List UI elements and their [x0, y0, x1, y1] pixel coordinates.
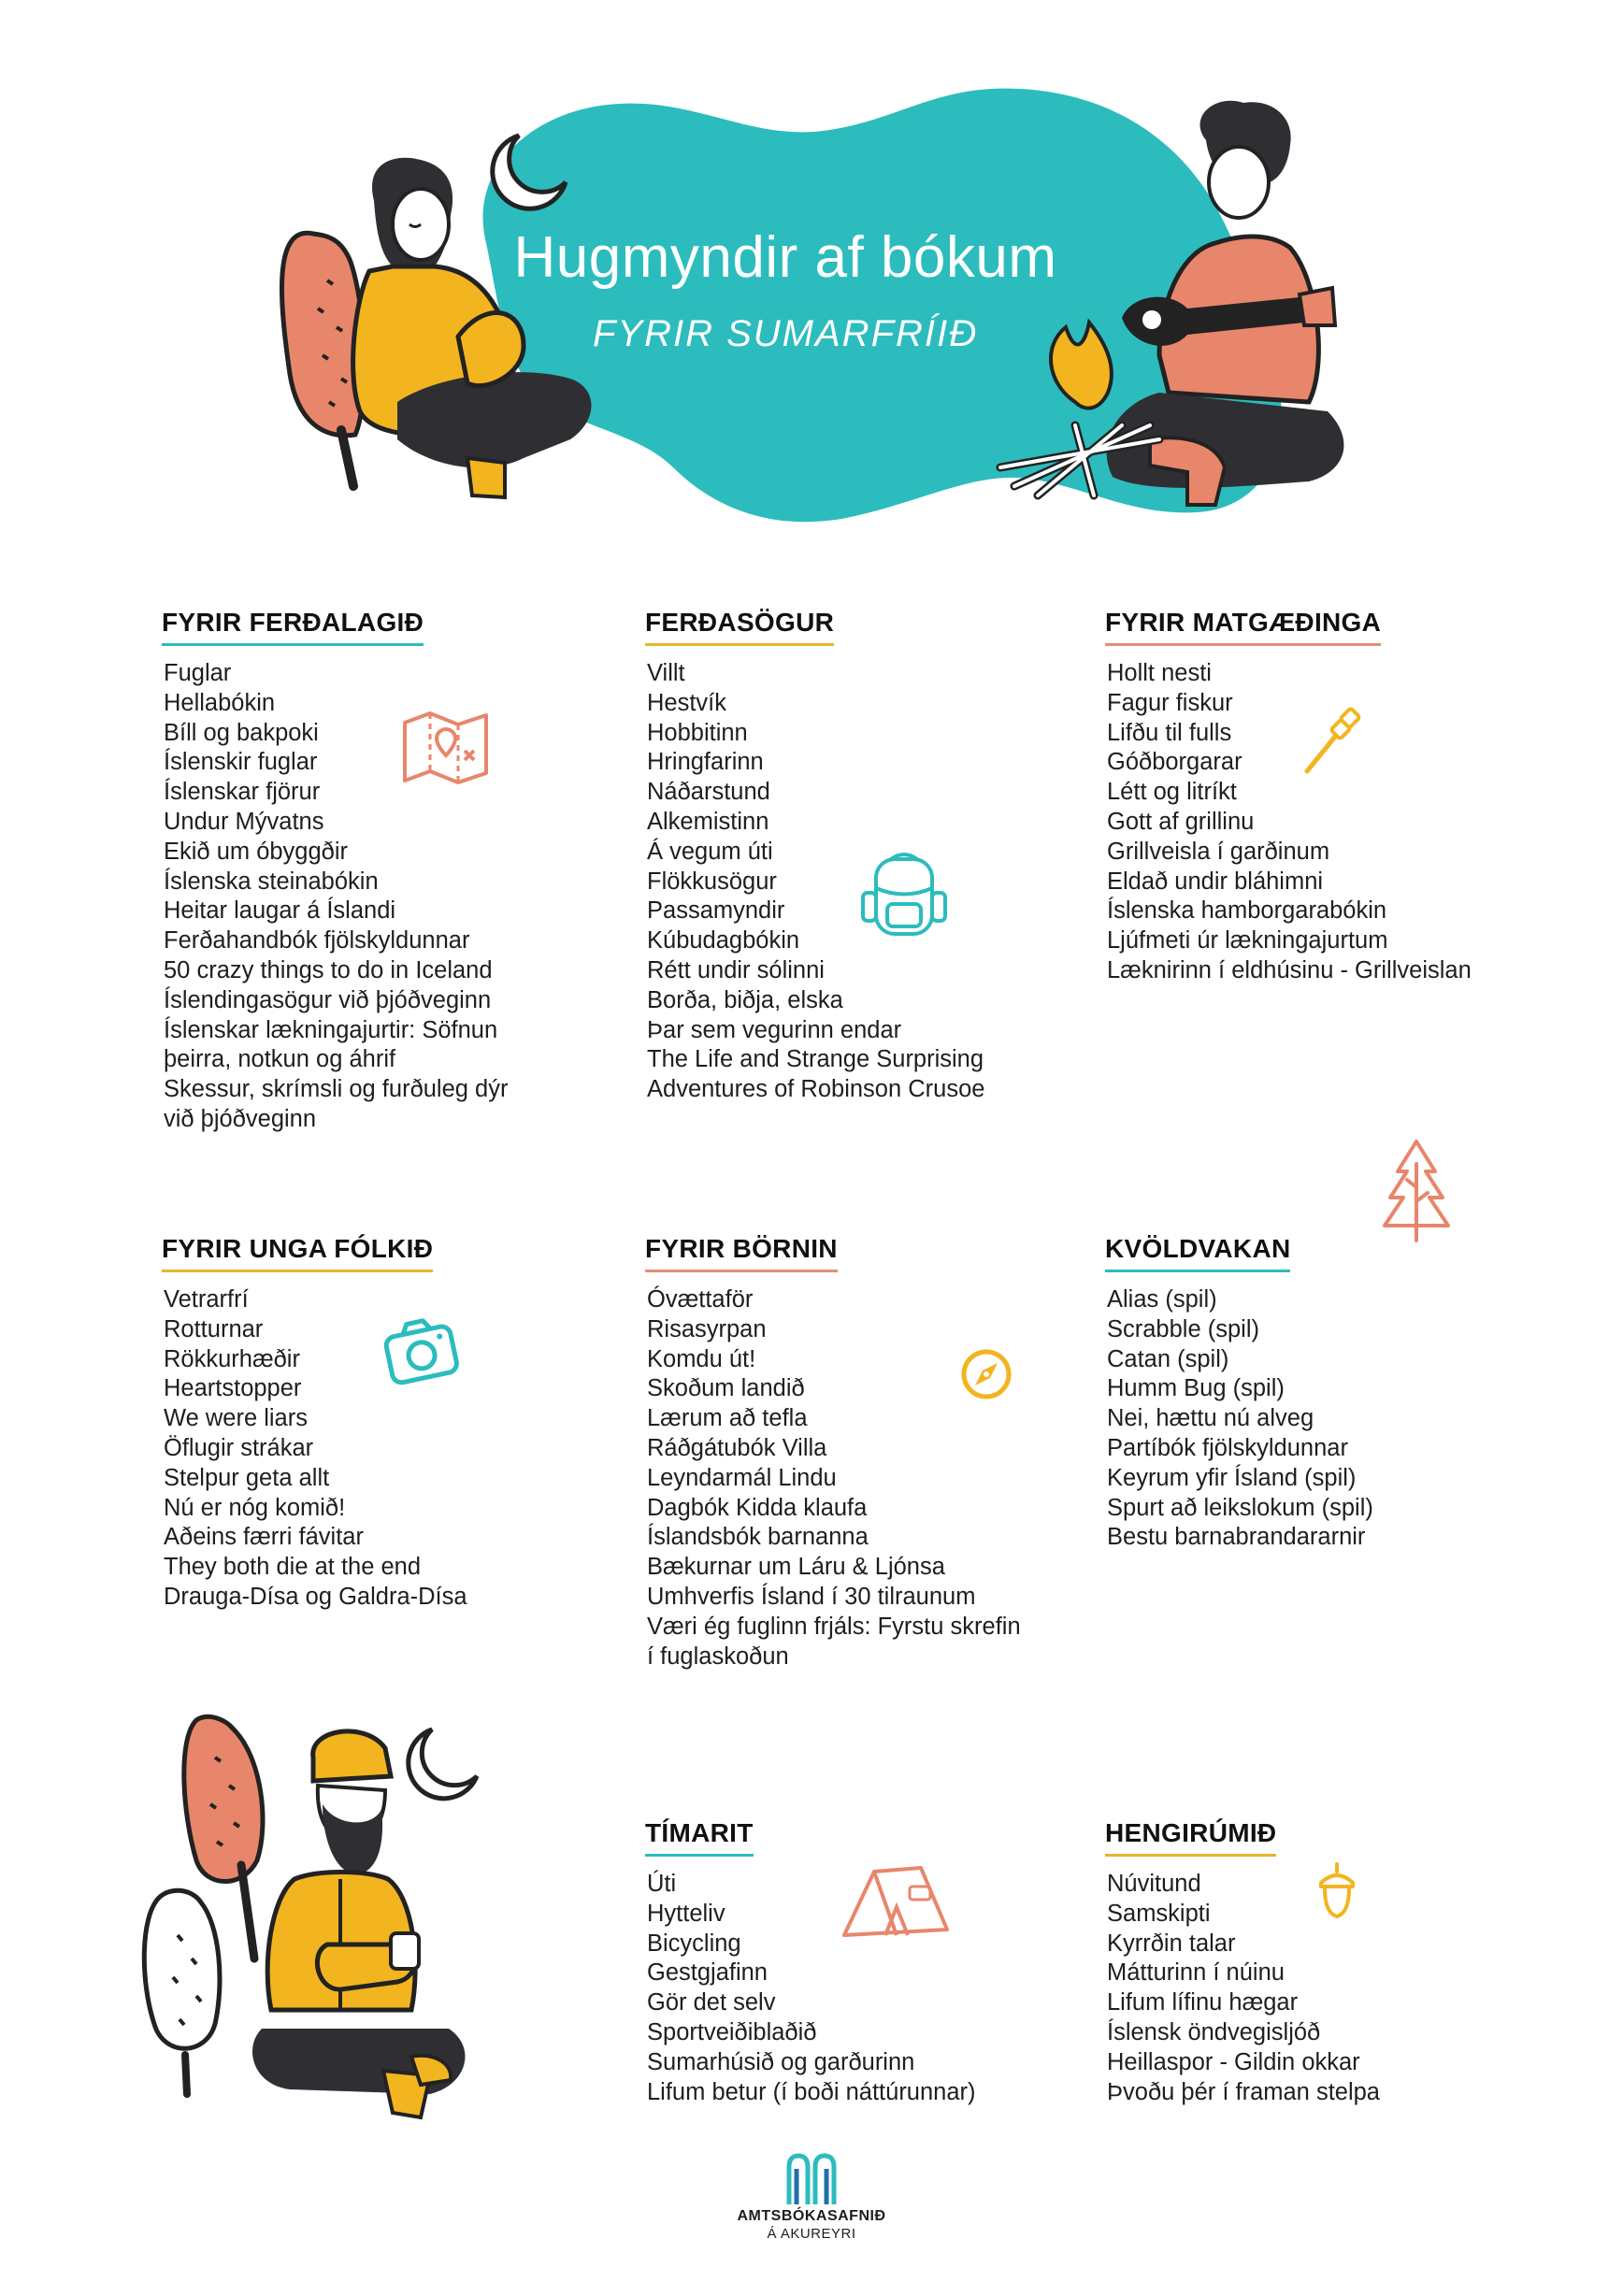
list-item: Óvættaför — [647, 1286, 754, 1313]
list-item: Lifðu til fulls — [1107, 719, 1232, 746]
list-item: Bestu barnabrandararnir — [1107, 1524, 1366, 1551]
list-item: 50 crazy things to do in Iceland — [164, 956, 493, 983]
list-item: Rökkurhæðir — [164, 1345, 300, 1372]
list-item: Scrabble (spil) — [1107, 1315, 1259, 1342]
list-item: Íslandsbók barnanna — [647, 1524, 869, 1551]
camera-icon — [379, 1309, 463, 1393]
list-item: Heitar laugar á Íslandi — [164, 897, 396, 925]
list-item: Bækurnar um Láru & Ljónsa — [647, 1554, 945, 1581]
list-item: Flökkusögur — [647, 868, 777, 895]
list-item: The Life and Strange Surprising — [647, 1046, 984, 1073]
list-item: Sumarhúsið og garðurinn — [647, 2048, 915, 2075]
book-list — [1107, 1285, 1373, 1553]
list-item: Íslensk öndvegisljóð — [1107, 2018, 1321, 2045]
compass-icon — [958, 1346, 1014, 1402]
section-heading: HENGIRÚMIÐ — [1105, 1818, 1276, 1857]
list-item: Íslendingasögur við þjóðveginn — [164, 986, 492, 1013]
list-item: Fagur fiskur — [1107, 689, 1233, 716]
list-item: Gör det selv — [647, 1989, 776, 2016]
list-item: Nei, hættu nú alveg — [1107, 1405, 1314, 1432]
section-fyrir-matgaedinga — [1105, 608, 1472, 986]
list-item: Adventures of Robinson Crusoe — [647, 1076, 985, 1103]
list-item: Létt og litríkt — [1107, 779, 1237, 806]
list-item: Hollt nesti — [1107, 660, 1212, 686]
list-item: Íslenska steinabókin — [164, 868, 379, 895]
section-fyrir-bornin — [645, 1234, 1021, 1672]
list-item: Þar sem vegurinn endar — [647, 1016, 902, 1043]
list-item: Hytteliv — [647, 1900, 725, 1927]
library-location: Á AKUREYRI — [767, 2226, 856, 2242]
page-title: Hugmyndir af bókum — [513, 225, 1057, 290]
list-item: Keyrum yfir Ísland (spil) — [1107, 1464, 1357, 1491]
marshmallow-stick-icon — [1300, 706, 1365, 776]
section-heading: FYRIR MATGÆÐINGA — [1105, 608, 1381, 646]
list-item: Umhverfis Ísland í 30 tilraunum — [647, 1583, 976, 1610]
list-item: Catan (spil) — [1107, 1345, 1229, 1372]
library-logo-icon — [783, 2152, 840, 2206]
tent-icon — [837, 1860, 954, 1944]
section-heading: TÍMARIT — [645, 1818, 754, 1857]
list-item: Heillaspor - Gildin okkar — [1107, 2048, 1360, 2075]
list-item: í fuglaskoðun — [647, 1643, 789, 1670]
bearded-man-illustration — [140, 1701, 533, 2141]
list-item: Stelpur geta allt — [164, 1464, 330, 1491]
list-item: Skessur, skrímsli og furðuleg dýr — [164, 1076, 509, 1103]
list-item: Partíbók fjölskyldunnar — [1107, 1434, 1348, 1461]
section-heading: FYRIR BÖRNIN — [645, 1234, 838, 1272]
list-item: Mátturinn í núinu — [1107, 1959, 1285, 1987]
list-item: Þvoðu þér í framan stelpa — [1107, 2078, 1380, 2105]
list-item: Nú er nóg komið! — [164, 1494, 346, 1521]
list-item: Hobbitinn — [647, 719, 748, 746]
list-item: Dagbók Kidda klaufa — [647, 1494, 868, 1521]
list-item: Núvitund — [1107, 1871, 1201, 1897]
list-item: við þjóðveginn — [164, 1105, 317, 1132]
list-item: Aðeins færri fávitar — [164, 1524, 364, 1551]
moon-icon — [409, 1729, 477, 1799]
list-item: Íslenskar fjörur — [164, 779, 321, 806]
section-fyrir-ferdalagid — [162, 608, 508, 1135]
pine-tree-icon — [1379, 1136, 1454, 1243]
library-name: AMTSBÓKASAFNIÐ — [737, 2208, 886, 2224]
list-item: They both die at the end — [164, 1554, 422, 1581]
list-item: Skoðum landið — [647, 1375, 805, 1402]
list-item: Íslenskar lækningajurtir: Söfnun — [164, 1016, 498, 1043]
section-heading: FYRIR UNGA FÓLKIÐ — [162, 1234, 433, 1272]
list-item: Leyndarmál Lindu — [647, 1464, 837, 1491]
list-item: Ferðahandbók fjölskyldunnar — [164, 927, 470, 954]
acorn-icon — [1314, 1860, 1360, 1921]
list-item: Komdu út! — [647, 1345, 756, 1372]
list-item: Ekið um óbyggðir — [164, 838, 349, 865]
list-item: Risasyrpan — [647, 1315, 767, 1342]
list-item: Læknirinn í eldhúsinu - Grillveislan — [1107, 956, 1472, 983]
list-item: Spurt að leikslokum (spil) — [1107, 1494, 1373, 1521]
list-item: Íslenskir fuglar — [164, 749, 318, 776]
list-item: Lærum að tefla — [647, 1405, 808, 1432]
section-kvoldvakan — [1105, 1234, 1373, 1553]
list-item: Bíll og bakpoki — [164, 719, 319, 746]
list-item: Passamyndir — [647, 897, 785, 925]
list-item: þeirra, notkun og áhrif — [164, 1046, 396, 1073]
list-item: Villt — [647, 660, 685, 686]
map-icon — [397, 706, 496, 790]
list-item: Íslenska hamborgarabókin — [1107, 897, 1387, 925]
page-subtitle: FYRIR SUMARFRÍIÐ — [593, 313, 978, 354]
list-item: Væri ég fuglinn frjáls: Fyrstu skrefin — [647, 1613, 1021, 1640]
list-item: Heartstopper — [164, 1375, 302, 1402]
backpack-icon — [855, 846, 954, 944]
list-item: Undur Mývatns — [164, 808, 324, 835]
list-item: Ráðgátubók Villa — [647, 1434, 827, 1461]
section-heading: KVÖLDVAKAN — [1105, 1234, 1290, 1272]
list-item: Lifum betur (í boði náttúrunnar) — [647, 2078, 976, 2105]
list-item: Alkemistinn — [647, 808, 769, 835]
list-item: Á vegum úti — [647, 838, 773, 865]
book-list — [1107, 659, 1472, 986]
list-item: Humm Bug (spil) — [1107, 1375, 1285, 1402]
list-item: Grillveisla í garðinum — [1107, 838, 1330, 865]
list-item: Sportveiðiblaðið — [647, 2018, 817, 2045]
list-item: Lifum lífinu hægar — [1107, 1989, 1299, 2016]
list-item: Gott af grillinu — [1107, 808, 1255, 835]
list-item: Úti — [647, 1871, 677, 1897]
section-fyrir-unga-folkid — [162, 1234, 467, 1613]
section-heading: FERÐASÖGUR — [645, 608, 834, 646]
list-item: Bicycling — [647, 1930, 741, 1957]
list-item: Hestvík — [647, 689, 727, 716]
list-item: Hringfarinn — [647, 749, 764, 776]
list-item: Rétt undir sólinni — [647, 956, 825, 983]
list-item: Kyrrðin talar — [1107, 1930, 1236, 1957]
list-item: Borða, biðja, elska — [647, 986, 843, 1013]
list-item: Hellabókin — [164, 689, 276, 716]
list-item: Fuglar — [164, 660, 232, 686]
list-item: Drauga-Dísa og Galdra-Dísa — [164, 1583, 467, 1610]
list-item: Kúbudagbókin — [647, 927, 800, 954]
list-item: Samskipti — [1107, 1900, 1211, 1927]
section-heading: FYRIR FERÐALAGIÐ — [162, 608, 424, 646]
list-item: Rotturnar — [164, 1315, 264, 1342]
list-item: Alias (spil) — [1107, 1286, 1217, 1313]
list-item: Gestgjafinn — [647, 1959, 768, 1987]
list-item: Ljúfmeti úr lækningajurtum — [1107, 927, 1388, 954]
list-item: Náðarstund — [647, 779, 770, 806]
list-item: Eldað undir bláhimni — [1107, 868, 1324, 895]
list-item: We were liars — [164, 1405, 308, 1432]
list-item: Góðborgarar — [1107, 749, 1242, 776]
list-item: Öflugir strákar — [164, 1434, 314, 1461]
book-list — [647, 1285, 1021, 1672]
list-item: Vetrarfrí — [164, 1286, 249, 1313]
